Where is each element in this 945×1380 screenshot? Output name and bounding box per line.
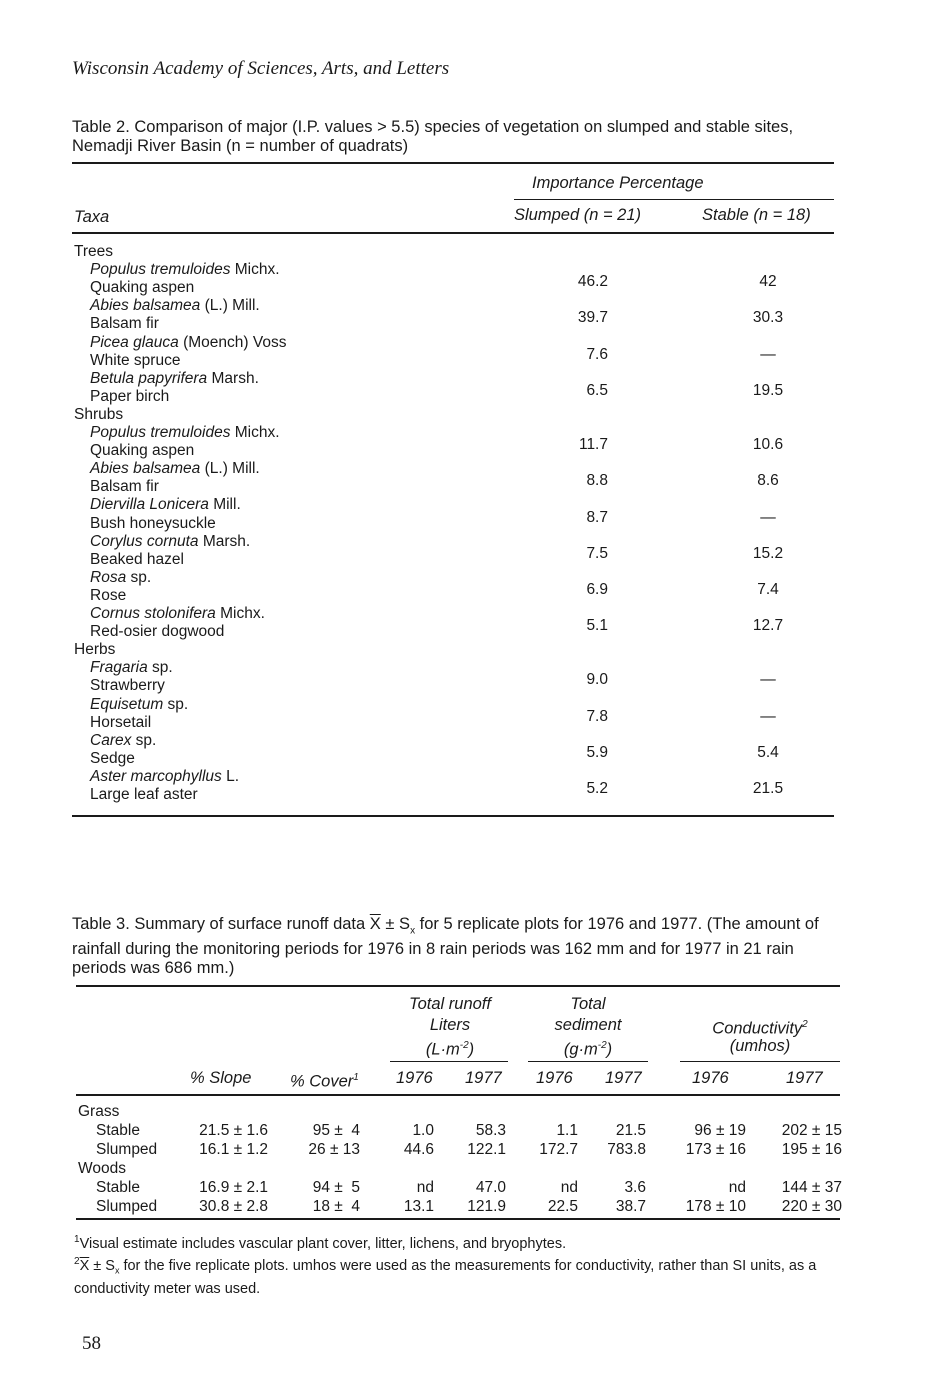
table2-slumped-value: 6.5	[586, 381, 608, 399]
table3-sediment-1977-value: 783.8	[607, 1141, 646, 1158]
table3-runoff-1977-value: 122.1	[467, 1141, 506, 1158]
table2-slumped-value: 8.8	[586, 472, 608, 490]
table2-slumped-value: 7.5	[586, 544, 608, 562]
table2-slumped-value: 5.1	[586, 617, 608, 635]
page-number: 58	[82, 1333, 101, 1354]
table3-row-label: Slumped	[96, 1198, 158, 1215]
table3-bottom-rule	[76, 1218, 840, 1220]
table2-stable-value: —	[760, 707, 776, 725]
table3-group-label: Woods	[78, 1160, 126, 1177]
table3-col-cover: % Cover$^1$	[290, 1072, 359, 1091]
table2-slumped-value: 46.2	[577, 273, 608, 291]
table2-common-name: Quaking aspen	[90, 279, 195, 297]
table3-sediment-1976-value: 22.5	[547, 1198, 578, 1215]
running-head: Wisconsin Academy of Sciences, Arts, and Letters	[72, 58, 450, 79]
table3-conductivity-1977-value: 220 ± 30	[781, 1198, 842, 1215]
table2-sci-authority: sp.	[135, 731, 157, 749]
table3-runoff-rule	[390, 1061, 508, 1062]
table2-group-header: Importance Percentage	[532, 174, 704, 192]
table2-scientific-name	[90, 605, 265, 623]
table2-sci-authority: Michx.	[220, 605, 265, 622]
table2-sci-genus: Aster marcophyllus	[90, 767, 222, 785]
table2-caption: Table 2. Comparison of major (I.P. values > 5.5) species of vegetation on slumped and stable sites, Nemadji River Basin (n = number of quadrats)	[72, 118, 794, 155]
table3-group-label: Grass	[78, 1103, 120, 1120]
table2-sci-authority: Marsh.	[211, 369, 259, 387]
table2-common-name: White spruce	[90, 351, 181, 369]
table2-slumped-value: 39.7	[577, 309, 608, 327]
table2-scientific-name	[90, 334, 286, 352]
table3-runoff-1976-value: 1.0	[412, 1122, 434, 1139]
table2-scientific-name	[90, 460, 260, 478]
table3-col-slope: % Slope	[190, 1069, 252, 1087]
table2-stable-value: 7.4	[757, 580, 779, 598]
table2-common-name: Rose	[90, 586, 127, 604]
table2-stable-value: 10.6	[752, 436, 784, 454]
table2-sci-authority: (L.) Mill.	[204, 460, 260, 478]
table2-stable-value: 42	[759, 273, 777, 291]
table2-sci-genus: Diervilla Lonicera	[90, 496, 209, 514]
table3-sed-rule	[528, 1061, 648, 1062]
table3-runoff-1976-value: 44.6	[403, 1141, 434, 1158]
table3-col-run77: 1977	[465, 1069, 502, 1087]
table3-sediment-1976-value: 1.1	[556, 1122, 578, 1139]
table2-scientific-name	[90, 732, 156, 750]
table2-sci-genus: Fragaria	[90, 659, 148, 677]
table2-common-name: Bush honeysuckle	[90, 514, 216, 532]
table2-common-name: Beaked hazel	[90, 550, 184, 568]
table3-hdr-runoff-1: Total runoff	[409, 995, 491, 1013]
table2-sci-authority: Michx.	[234, 424, 280, 441]
table3-runoff-1976-value: 13.1	[403, 1198, 434, 1215]
table2-stable-value: —	[760, 671, 776, 689]
table2-stable-value: 21.5	[752, 780, 784, 797]
table2-sci-authority: L.	[226, 767, 240, 785]
table2-stable-value: 5.4	[757, 743, 779, 761]
table3-row-label: Stable	[96, 1179, 140, 1196]
table3-cover-value: 18 ± 4	[312, 1198, 360, 1215]
table3-slope-value: 16.9 ± 2.1	[199, 1179, 268, 1196]
table3-hdr-sed-3: $(g\cdot m^{-2})$	[563, 1040, 613, 1059]
table3-conductivity-1976-value: nd	[728, 1179, 746, 1196]
table2-scientific-name	[90, 768, 239, 786]
table3-runoff-1977-value: 121.9	[467, 1198, 506, 1215]
table3-cover-value: 26 ± 13	[308, 1141, 360, 1158]
table3-cover-value: 94 ± 5	[312, 1179, 360, 1196]
table3-cond-rule	[680, 1061, 840, 1062]
table3-slope-value: 21.5 ± 1.6	[199, 1122, 268, 1139]
table2-slumped-value: 8.7	[586, 508, 608, 526]
table3-hdr-runoff-2: Liters	[429, 1016, 471, 1034]
table3-col-con77: 1977	[786, 1069, 823, 1087]
table3-cover-value: 95 ± 4	[312, 1122, 360, 1139]
table2-sci-genus: Corylus cornuta	[90, 532, 199, 550]
table2-sci-genus: Abies balsamea	[90, 460, 201, 478]
table2-slumped-value: 5.2	[586, 780, 608, 797]
table2-group-rule	[514, 199, 834, 200]
table2-common-name: Quaking aspen	[90, 442, 195, 460]
table2-slumped-value: 7.6	[586, 345, 608, 363]
table2-stable-value: 19.5	[752, 381, 784, 399]
table2-sci-authority: sp.	[130, 568, 152, 586]
table2-slumped-value: 9.0	[586, 671, 608, 689]
table2-scientific-name	[90, 569, 151, 587]
table3-runoff-1976-value: nd	[416, 1179, 434, 1196]
table2-common-name: Large leaf aster	[90, 786, 198, 803]
table2-group-label: Shrubs	[74, 405, 124, 423]
table2-stable-value: 12.7	[752, 617, 784, 635]
table3-runoff-1977-value: 58.3	[475, 1122, 506, 1139]
table2-top-rule	[72, 162, 834, 164]
table2-common-name: Sedge	[90, 749, 135, 767]
table2-common-name: Balsam fir	[90, 315, 159, 333]
table3-hdr-sed-2: sediment	[554, 1016, 622, 1034]
table3-sediment-1977-value: 3.6	[624, 1179, 646, 1196]
table2-sci-authority: (L.) Mill.	[204, 297, 260, 315]
table3-slope-value: 30.8 ± 2.8	[199, 1198, 268, 1215]
table2-scientific-name	[90, 659, 173, 677]
table3-sediment-1977-value: 21.5	[615, 1122, 646, 1139]
table2-bottom-rule	[72, 815, 834, 817]
table3-conductivity-1976-value: 178 ± 10	[685, 1198, 746, 1215]
table2-common-name: Paper birch	[90, 387, 170, 405]
table3-col-run76: 1976	[396, 1069, 433, 1087]
table2-group-label: Trees	[74, 243, 114, 260]
table3-col-con76: 1976	[692, 1069, 729, 1087]
table3-col-sed76: 1976	[536, 1069, 573, 1087]
table3-slope-value: 16.1 ± 1.2	[199, 1141, 268, 1158]
table3-conductivity-1976-value: 96 ± 19	[694, 1122, 746, 1139]
table2-slumped-value: 11.7	[578, 436, 608, 454]
table2-scientific-name	[90, 297, 260, 315]
table2-sci-genus: Cornus stolonifera	[90, 605, 216, 622]
table2-scientific-name	[90, 696, 188, 714]
table2-slumped-value: 7.8	[586, 707, 608, 725]
table2-sci-authority: (Moench) Voss	[183, 333, 287, 351]
table2-stable-value: 15.2	[752, 544, 784, 562]
table3-sediment-1977-value: 38.7	[615, 1198, 646, 1215]
table2-sci-authority: sp.	[152, 659, 173, 677]
table3-top-rule	[76, 985, 840, 987]
table2-slumped-value: 5.9	[586, 743, 608, 761]
table2-common-name: Horsetail	[90, 713, 152, 731]
table2-sci-genus: Abies balsamea	[90, 297, 201, 315]
table3-conductivity-1977-value: 202 ± 15	[781, 1122, 842, 1139]
table3-hdr-cond-1: Conductivity$^2$	[712, 1019, 808, 1038]
table2-sci-authority: sp.	[167, 695, 189, 713]
table2-col-stable: Stable (n = 18)	[702, 206, 811, 224]
table2-sci-genus: Picea glauca	[90, 333, 179, 351]
table3-footnote-2: $^2\overline{X} \pm S_x$ for the five replicate plots. umhos were used as the measurements for conductivity, rather than SI units, as a conductivity meter was used.	[74, 1256, 817, 1297]
table3-hdr-sed-1: Total	[570, 995, 606, 1013]
table3-hdr-cond-2: (umhos)	[729, 1037, 791, 1055]
table2-stable-value: —	[760, 345, 776, 363]
table2-sci-genus: Populus tremuloides	[90, 261, 231, 279]
table2-col-taxa: Taxa	[74, 208, 110, 226]
table2-sci-genus: Betula papyrifera	[90, 369, 208, 387]
table2-scientific-name	[90, 370, 259, 388]
table2-sci-genus: Rosa	[90, 568, 127, 586]
table2-sci-authority: Michx.	[234, 261, 280, 279]
table3-conductivity-1977-value: 195 ± 16	[781, 1141, 842, 1158]
table3-row-label: Slumped	[96, 1141, 158, 1158]
table2-sci-genus: Populus tremuloides	[90, 424, 231, 441]
table2-common-name: Strawberry	[90, 677, 165, 695]
table2-scientific-name	[90, 533, 250, 551]
table2-stable-value: 8.6	[757, 472, 779, 490]
table2-stable-value: —	[760, 508, 776, 526]
table3-footnote-1: $^1$Visual estimate includes vascular plant cover, litter, lichens, and bryophytes.	[74, 1234, 567, 1252]
table2-col-slumped: Slumped (n = 21)	[514, 206, 642, 224]
table2-sci-authority: Mill.	[213, 496, 241, 514]
table3-caption: Table 3. Summary of surface runoff data $\overline{X} \pm S_x$ for 5 replicate plots for 1976 and 1977. (The amount of rainfall during the monitoring periods for 1976 in 8 rain periods was 162 mm and for 1977 in 21 rain periods was 686 mm.)	[72, 915, 819, 978]
table3-header-rule	[76, 1094, 840, 1096]
table2-sci-genus: Carex	[90, 731, 132, 749]
table2-common-name: Balsam fir	[90, 478, 159, 496]
table2-scientific-name	[90, 261, 280, 279]
table2-scientific-name	[90, 424, 280, 442]
table3-runoff-1977-value: 47.0	[475, 1179, 506, 1196]
table3-hdr-runoff-3: $(L\cdot m^{-2})$	[425, 1040, 475, 1059]
table2-header-rule	[72, 232, 834, 234]
table3-sediment-1976-value: 172.7	[539, 1141, 578, 1158]
table3-conductivity-1977-value: 144 ± 37	[781, 1179, 842, 1196]
table2-stable-value: 30.3	[752, 309, 784, 327]
table2-common-name: Red-osier dogwood	[90, 623, 225, 641]
table3-sediment-1976-value: nd	[560, 1179, 578, 1196]
table3-conductivity-1976-value: 173 ± 16	[685, 1141, 746, 1158]
table3-row-label: Stable	[96, 1122, 140, 1139]
table2-sci-genus: Equisetum	[90, 695, 164, 713]
table2-group-label: Herbs	[74, 641, 116, 659]
table2-sci-authority: Marsh.	[202, 532, 251, 550]
table2-scientific-name	[90, 496, 241, 514]
table2-slumped-value: 6.9	[586, 580, 608, 598]
table3-col-sed77: 1977	[605, 1069, 642, 1087]
